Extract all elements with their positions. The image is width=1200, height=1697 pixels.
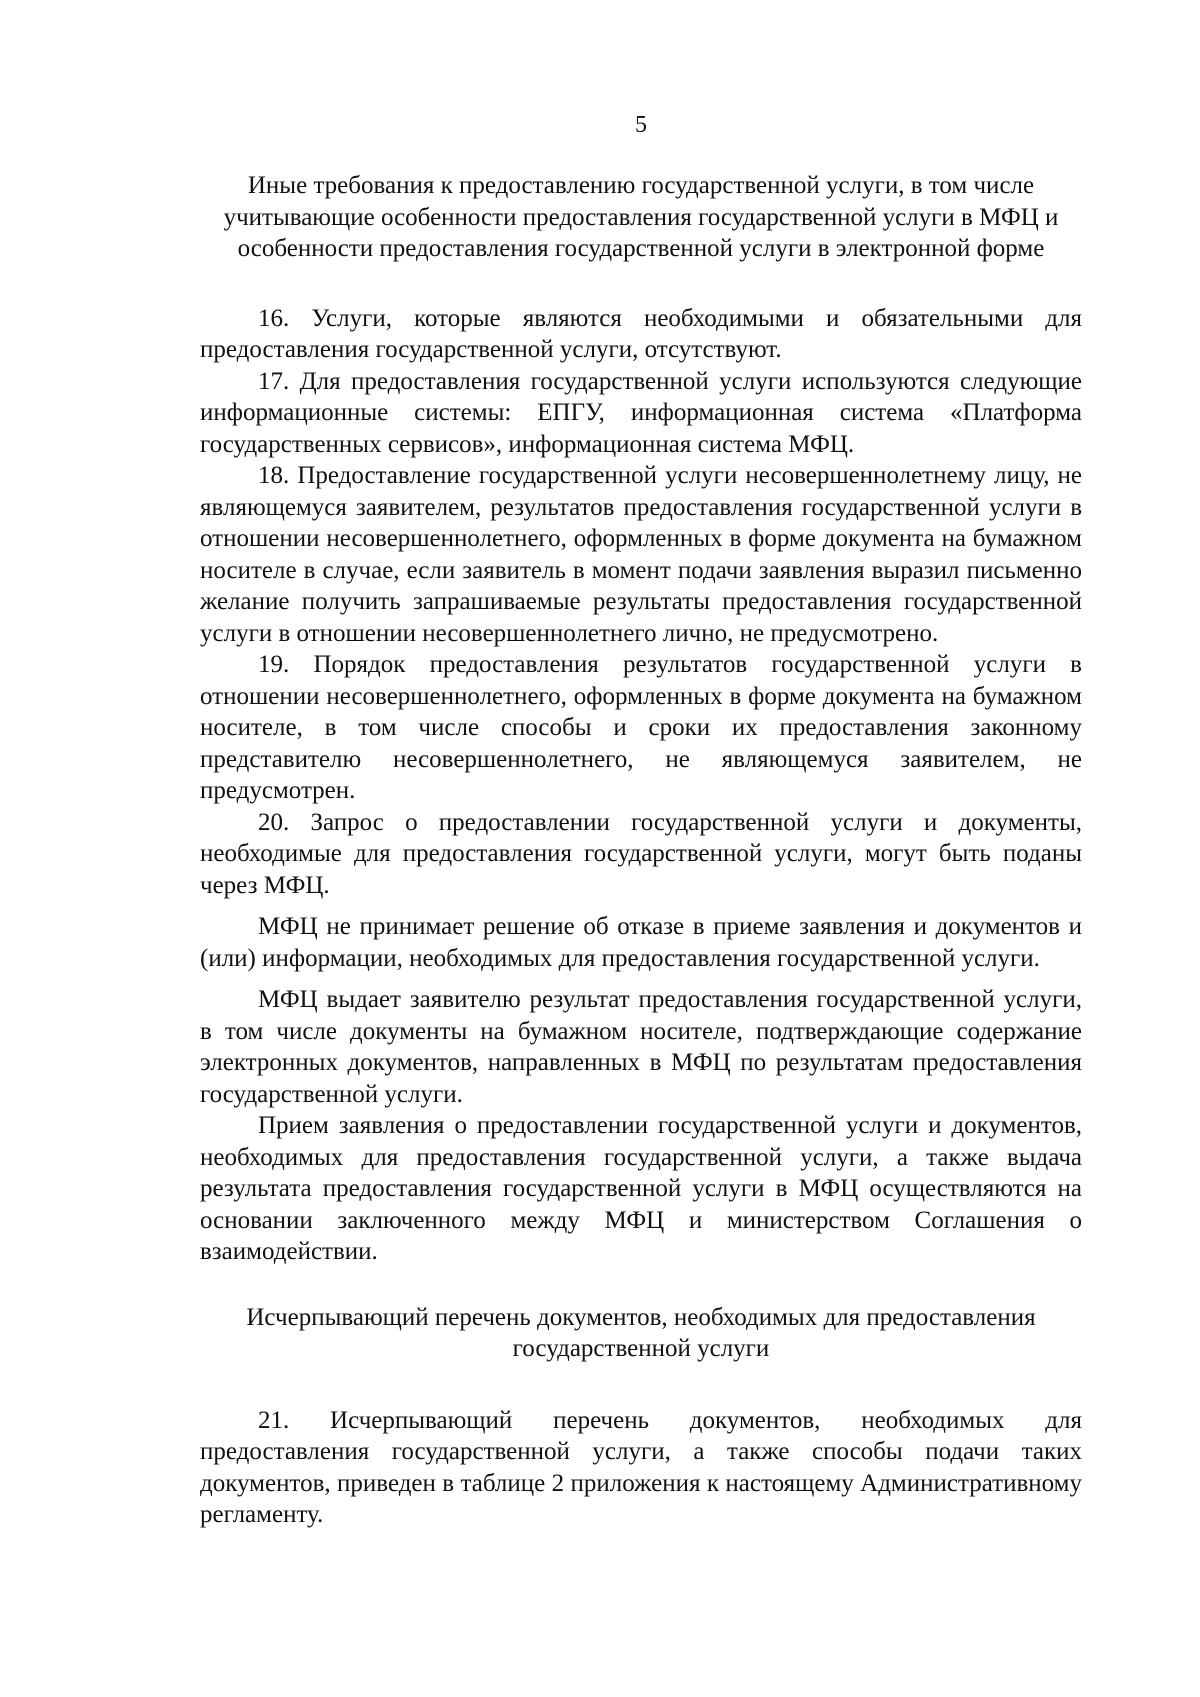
section-heading-other-requirements: Иные требования к предоставлению государственной услуги, в том числе учитывающие особенности предоставления государственной услуги в МФЦ и особенности предоставления государственной услуги в электронной форме — [223, 172, 1059, 262]
paragraph-21: 21. Исчерпывающий перечень документов, необходимых для предоставления государственной услуги, а также способы подачи таких документов, приведен в таблице 2 приложения к настоящему Административному регламенту. — [200, 1406, 1082, 1528]
page-number: 5 — [635, 112, 647, 138]
paragraph-17: 17. Для предоставления государственной услуги используются следующие информационные системы: ЕПГУ, информационная система «Платформа государственных сервисов», информационная система МФЦ. — [200, 367, 1082, 458]
paragraph-mfc-agreement: Прием заявления о предоставлении государственной услуги и документов, необходимых для предоставления государственной услуги, а также выдача результата предоставления государственной услуги в МФЦ осуществляются на основании заключенного между МФЦ и министерством Соглашения о взаимодействии. — [200, 1112, 1082, 1265]
paragraph-20: 20. Запрос о предоставлении государственной услуги и документы, необходимые для предоставления государственной услуги, могут быть поданы через МФЦ. — [200, 808, 1082, 899]
paragraph-18: 18. Предоставление государственной услуги несовершеннолетнему лицу, не являющемуся заявителем, результатов предоставления государственной услуги в отношении несовершеннолетнего, оформленных в форме документа на бумажном носителе в случае, если заявитель в момент подачи заявления выразил письменно желание получить запрашиваемые результаты предоставления государственной услуги в отношении несовершеннолетнего лично, не предусмотрено. — [200, 462, 1082, 647]
paragraph-mfc-no-refusal: МФЦ не принимает решение об отказе в приеме заявления и документов и (или) информации, необходимых для предоставления государственной услуги. — [200, 913, 1082, 972]
section-body-documents-list — [200, 1405, 1082, 1531]
paragraph-mfc-issues-result: МФЦ выдает заявителю результат предоставления государственной услуги, в том числе документы на бумажном носителе, подтверждающие содержание электронных документов, направленных в МФЦ по результатам предоставления государственной услуги. — [200, 986, 1082, 1108]
paragraph-16: 16. Услуги, которые являются необходимыми и обязательными для предоставления государственной услуги, отсутствуют. — [200, 304, 1082, 363]
paragraph-19: 19. Порядок предоставления результатов государственной услуги в отношении несовершеннолетнего, оформленных в форме документа на бумажном носителе, в том числе способы и сроки их предоставления законному представителю несовершеннолетнего, не являющемуся заявителем, не предусмотрен. — [200, 651, 1082, 804]
section-heading-documents-list: Исчерпывающий перечень документов, необходимых для предоставления государственной услуги — [246, 1303, 1036, 1362]
section-body-other-requirements — [200, 303, 1082, 1268]
